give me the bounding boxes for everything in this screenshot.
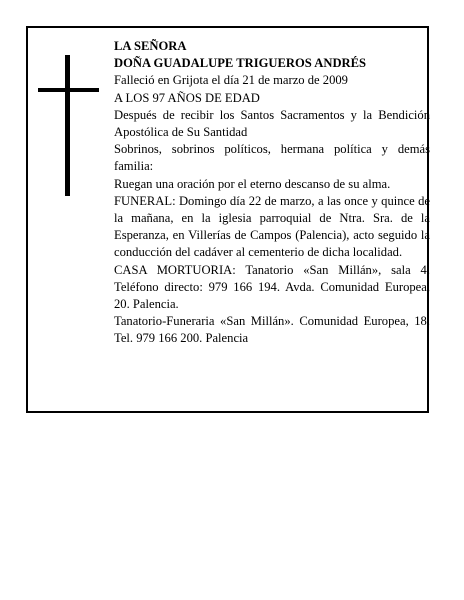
family-statement: Sobrinos, sobrinos políticos, hermana política y demás familia:: [114, 142, 430, 174]
cross-horizontal-bar: [38, 88, 99, 92]
obituary-title: LA SEÑORA: [114, 39, 187, 53]
obituary-text: [114, 38, 430, 348]
funeral-home-details: Tanatorio-Funeraria «San Millán». Comunidad Europea, 18. Tel. 979 166 200. Palencia: [114, 314, 430, 346]
death-statement: Falleció en Grijota el día 21 de marzo de 2009: [114, 73, 348, 88]
age-statement: A LOS 97 AÑOS DE EDAD: [114, 90, 260, 105]
prayer-statement: Ruegan una oración por el eterno descanso de su alma.: [114, 176, 391, 191]
funeral-details: FUNERAL: Domingo día 22 de marzo, a las once y quince de la mañana, en la iglesia parroquial de Ntra. Sra. de la Esperanza, en Villerías de Campos (Palencia), acto seguido la conducción del cadáver al cementerio de dicha localidad.: [114, 193, 430, 260]
deceased-name: DOÑA GUADALUPE TRIGUEROS ANDRÉS: [114, 56, 367, 71]
cross-icon: [38, 55, 99, 196]
cross-vertical-bar: [65, 55, 70, 196]
mortuary-details: CASA MORTUORIA: Tanatorio «San Millán», sala 4. Teléfono directo: 979 166 194. Avda. Comunidad Europea, 20. Palencia.: [114, 262, 430, 312]
sacraments-statement: Después de recibir los Santos Sacramentos y la Bendición Apostólica de Su Santidad: [114, 107, 430, 140]
